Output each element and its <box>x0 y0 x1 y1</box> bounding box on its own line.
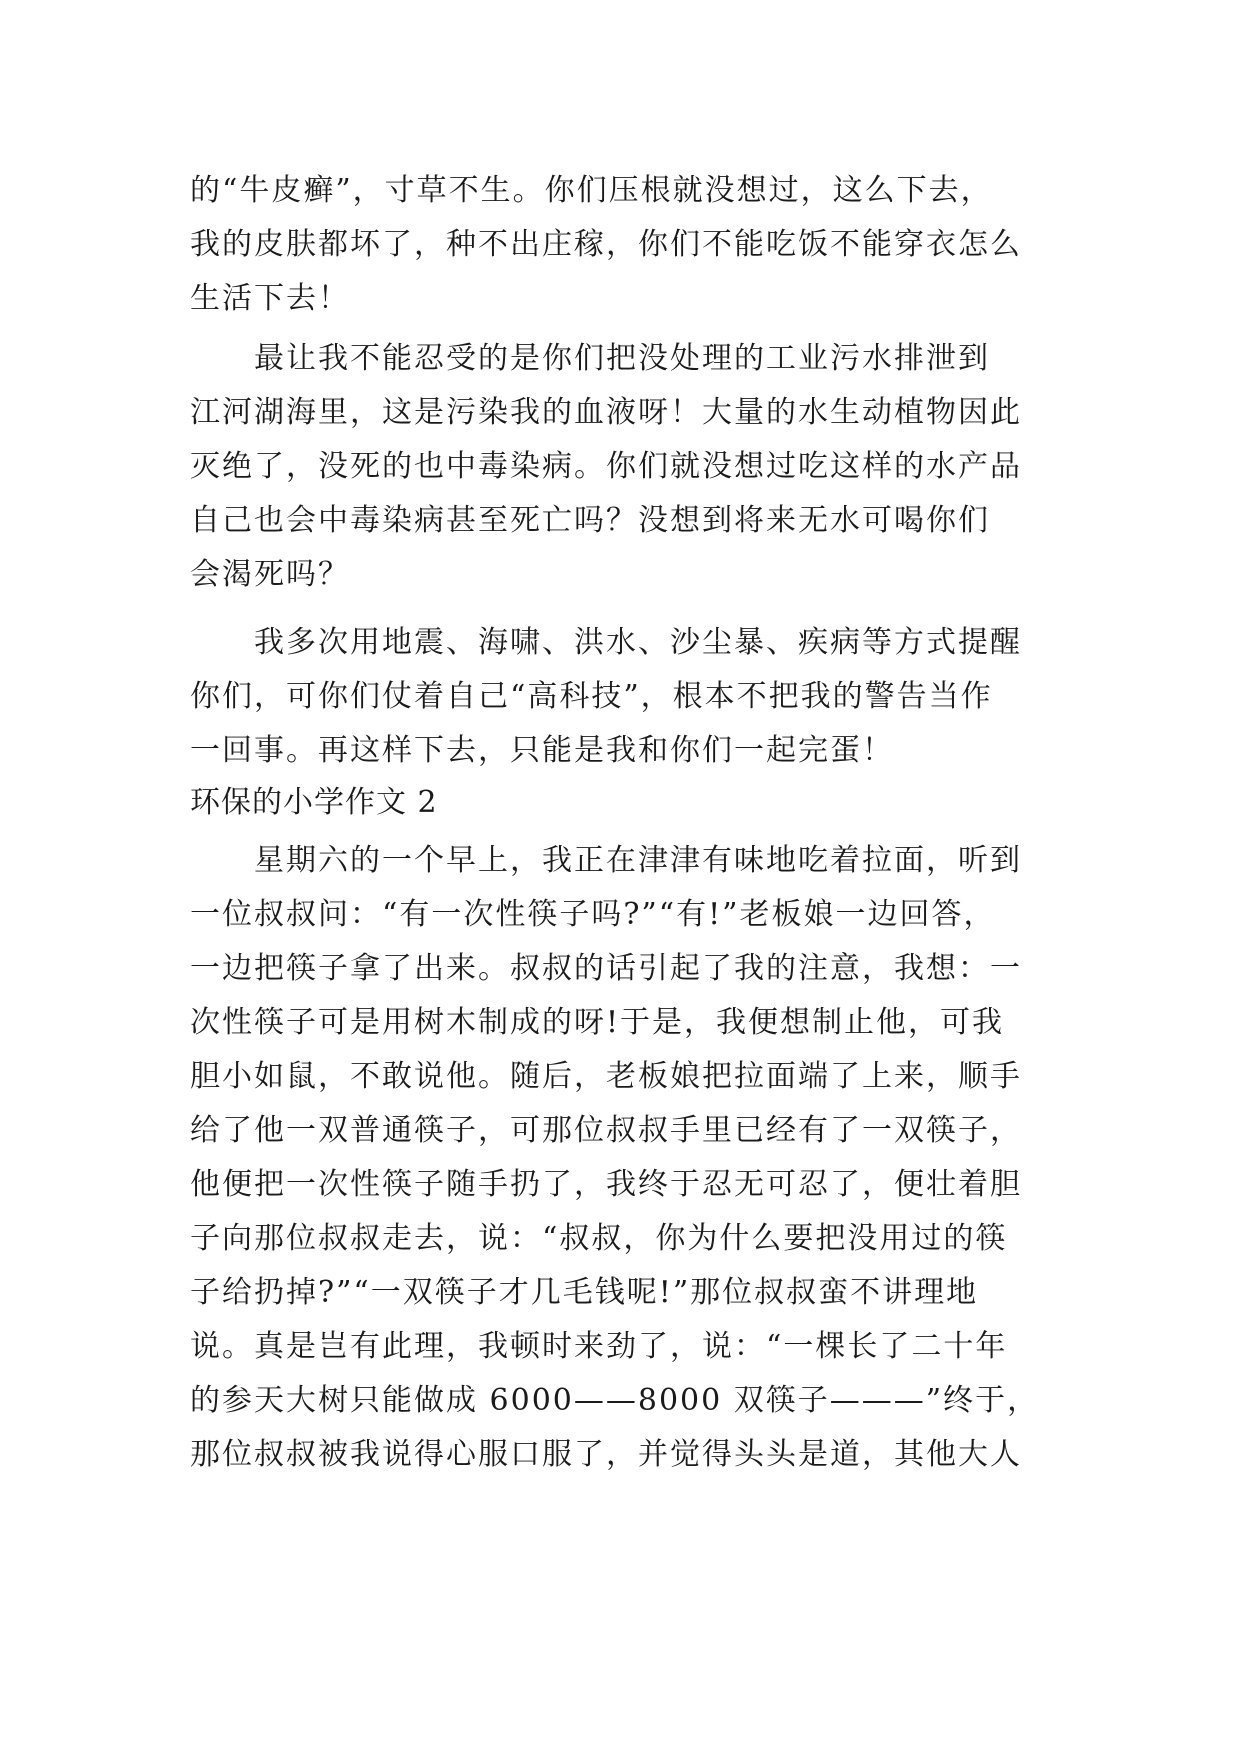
text-line: 一回事。再这样下去，只能是我和你们一起完蛋！ <box>190 733 894 768</box>
text-line: 自己也会中毒染病甚至死亡吗？没想到将来无水可喝你们 <box>190 503 990 538</box>
paragraph-start-line: 最让我不能忍受的是你们把没处理的工业污水排泄到 <box>190 341 990 376</box>
text-line: 他便把一次性筷子随手扔了，我终于忍无可忍了，便壮着胆 <box>190 1167 1022 1202</box>
text-line: 江河湖海里，这是污染我的血液呀！大量的水生动植物因此 <box>190 395 1022 430</box>
text-line: 说。真是岂有此理，我顿时来劲了，说：“一棵长了二十年 <box>190 1329 1008 1364</box>
text-line: 子向那位叔叔走去，说：“叔叔，你为什么要把没用过的筷 <box>190 1221 1008 1256</box>
section-heading: 环保的小学作文 2 <box>190 785 438 820</box>
paragraph-start-line: 我多次用地震、海啸、洪水、沙尘暴、疾病等方式提醒 <box>190 625 1022 660</box>
text-line: 那位叔叔被我说得心服口服了，并觉得头头是道，其他大人 <box>190 1437 1022 1472</box>
text-line: 的“牛皮癣”，寸草不生。你们压根就没想过，这么下去， <box>190 173 993 208</box>
paragraph-start-line: 星期六的一个早上，我正在津津有味地吃着拉面，听到 <box>190 843 1022 878</box>
text-line: 我的皮肤都坏了，种不出庄稼，你们不能吃饭不能穿衣怎么 <box>190 227 1022 262</box>
text-line: 给了他一双普通筷子，可那位叔叔手里已经有了一双筷子， <box>190 1113 1022 1148</box>
text-line: 生活下去！ <box>190 281 350 316</box>
text-line: 的参天大树只能做成 6000——8000 双筷子———”终于， <box>190 1383 1040 1418</box>
text-line: 子给扔掉?”“一双筷子才几毛钱呢!”那位叔叔蛮不讲理地 <box>190 1275 979 1310</box>
text-line: 会渴死吗？ <box>190 557 350 592</box>
text-line: 一边把筷子拿了出来。叔叔的话引起了我的注意，我想：一 <box>190 951 1022 986</box>
text-line: 次性筷子可是用树木制成的呀!于是，我便想制止他，可我 <box>190 1005 1005 1040</box>
text-line: 胆小如鼠，不敢说他。随后，老板娘把拉面端了上来，顺手 <box>190 1059 1022 1094</box>
text-line: 一位叔叔问：“有一次性筷子吗?”“有!”老板娘一边回答， <box>190 897 996 932</box>
text-line: 灭绝了，没死的也中毒染病。你们就没想过吃这样的水产品 <box>190 449 1022 484</box>
text-line: 你们，可你们仗着自己“高科技”，根本不把我的警告当作 <box>190 679 993 714</box>
